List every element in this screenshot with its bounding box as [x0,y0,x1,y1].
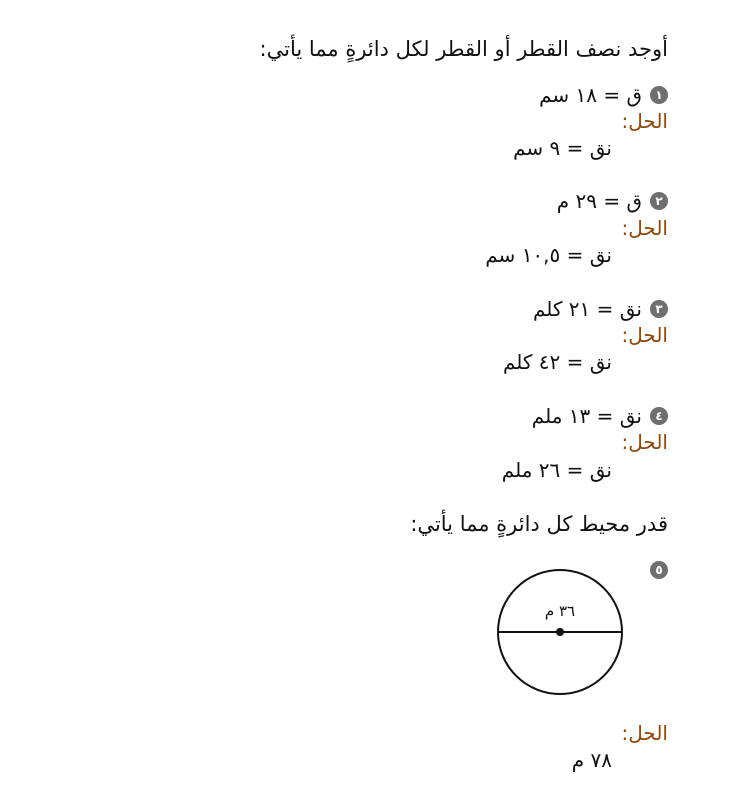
problem-5 [650,561,668,579]
solution-answer: ٧٨ م [571,748,612,772]
solution-label: الحل: [621,721,668,745]
problem-number-badge: ١ [650,86,668,104]
instruction-circumference: قدر محيط كل دائرةٍ مما يأتي: [410,512,668,536]
solution-answer: نق = ٩ سم [513,136,612,160]
solution-answer: نق = ١٠,٥ سم [485,243,612,267]
problem-given: نق = ٢١ كلم [532,297,642,321]
circle-diagram [490,565,630,700]
problem-number-badge: ٥ [650,561,668,579]
solution-label: الحل: [621,109,668,133]
problem-number-badge: ٣ [650,300,668,318]
problem-number-badge: ٢ [650,192,668,210]
solution-label: الحل: [621,323,668,347]
solution-answer: نق = ٢٦ ملم [501,458,612,482]
problem-1 [539,82,668,108]
problem-2 [557,188,668,214]
problem-given: ق = ٢٩ م [556,189,642,213]
problem-3 [533,296,668,322]
problem-given: نق = ١٣ ملم [531,404,642,428]
problem-4 [532,403,668,429]
solution-label: الحل: [621,430,668,454]
solution-answer: نق = ٤٢ كلم [502,350,612,374]
diameter-label: ٣٦ م [544,602,576,620]
problem-number-badge: ٤ [650,407,668,425]
instruction-radius-diameter: أوجد نصف القطر أو القطر لكل دائرةٍ مما يأتي: [259,37,668,61]
solution-label: الحل: [621,216,668,240]
problem-given: ق = ١٨ سم [539,83,642,107]
center-point [556,628,564,636]
